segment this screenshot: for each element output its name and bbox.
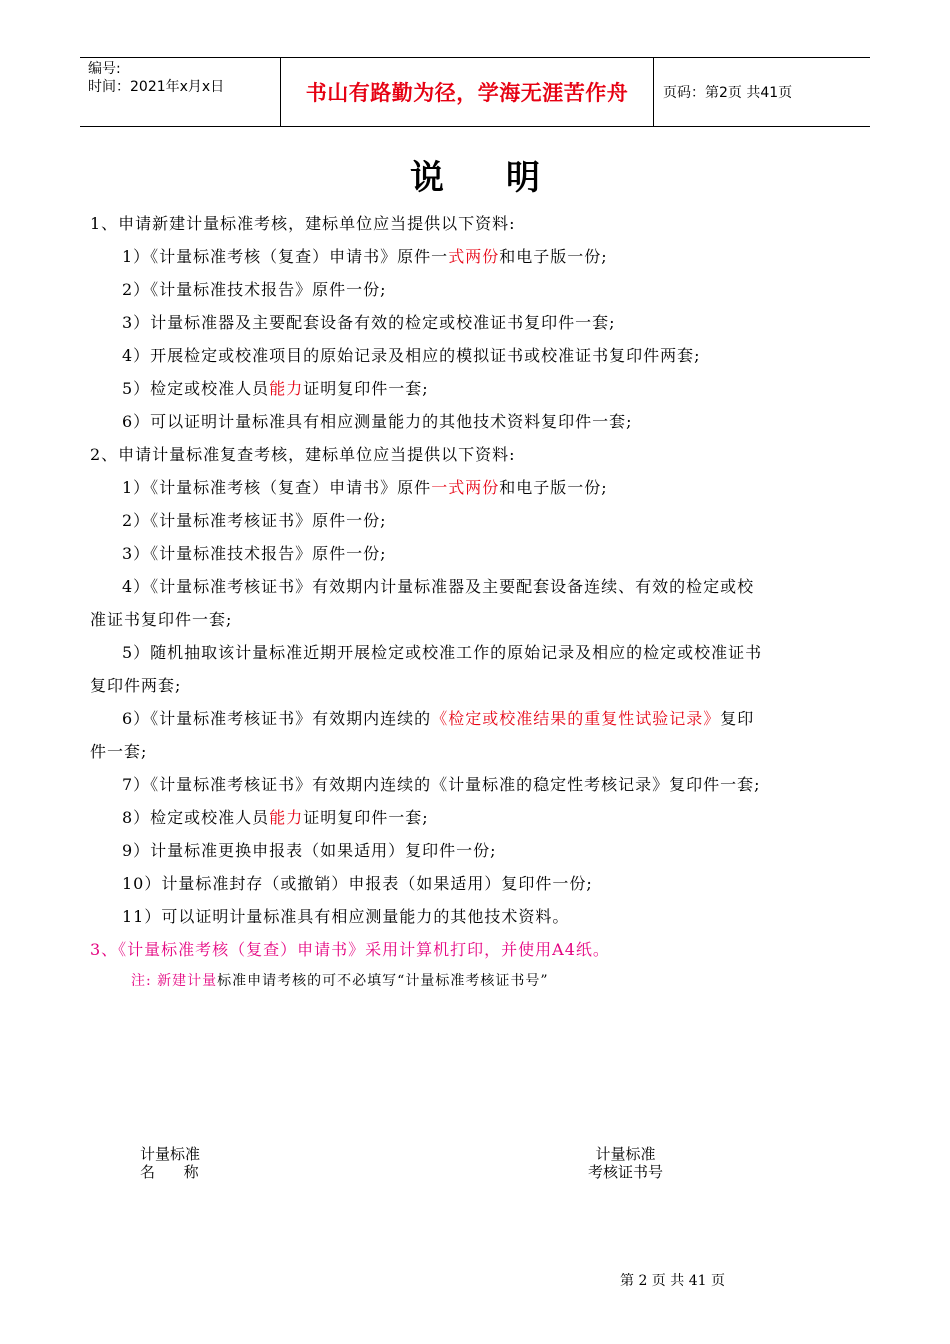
section2-item9: 9）计量标准更换申报表（如果适用）复印件一份;	[122, 841, 497, 860]
section2-item6-tail: 复印	[720, 709, 755, 728]
section1-item1-text: 1）《计量标准考核（复查）申请书》原件一	[122, 247, 449, 266]
section1-item1	[122, 246, 608, 268]
section2-item10: 10）计量标准封存（或撤销）申报表（如果适用）复印件一份;	[122, 874, 593, 893]
certificate-number-label-line2: 考核证书号	[588, 1163, 664, 1181]
section1-item4: 4）开展检定或校准项目的原始记录及相应的模拟证书或校准证书复印件两套;	[122, 346, 701, 365]
section2-item1-highlight: 一式两份	[431, 478, 500, 497]
certificate-number-label-line1: 计量标准	[595, 1145, 656, 1163]
standard-name-label-line1: 计量标准	[140, 1145, 201, 1163]
section2-item1-text: 1）《计量标准考核（复查）申请书》原件	[122, 478, 432, 497]
document-number-label: 编号:	[88, 61, 121, 77]
section1-item3: 3）计量标准器及主要配套设备有效的检定或校准证书复印件一套;	[122, 313, 616, 332]
note-text: 标准申请考核的可不必填写“计量标准考核证书号”	[217, 973, 549, 989]
section2-item8	[122, 807, 429, 829]
section2-heading: 2、申请计量标准复查考核，建标单位应当提供以下资料:	[90, 445, 516, 464]
section1-item2: 2）《计量标准技术报告》原件一份;	[122, 280, 387, 299]
section2-item6-highlight: 《检定或校准结果的重复性试验记录》	[431, 709, 721, 728]
section2-item5-line1: 5）随机抽取该计量标准近期开展检定或校准工作的原始记录及相应的检定或校准证书	[122, 643, 763, 662]
section2-item5-line2: 复印件两套;	[90, 676, 182, 695]
header-page-info: 页码：第2页 共41页	[663, 85, 793, 101]
section2-item3: 3）《计量标准技术报告》原件一份;	[122, 544, 387, 563]
section2-item1-tail: 和电子版一份;	[499, 478, 608, 497]
document-time-label: 时间：2021年x月x日	[88, 79, 225, 95]
section2-item8-text: 8）检定或校准人员	[122, 808, 270, 827]
section1-heading: 1、申请新建计量标准考核，建标单位应当提供以下资料:	[90, 214, 516, 233]
header-motto: 书山有路勤为径，学海无涯苦作舟	[281, 58, 654, 126]
standard-name-label-line2: 名 称	[140, 1163, 199, 1181]
header-meta	[80, 58, 281, 126]
section1-item6: 6）可以证明计量标准具有相应测量能力的其他技术资料复印件一套;	[122, 412, 633, 431]
section2-item8-tail: 证明复印件一套;	[303, 808, 429, 827]
section2-item1	[122, 477, 608, 499]
section1-item5-text: 5）检定或校准人员	[122, 379, 270, 398]
section3-text: 3、《计量标准考核（复查）申请书》采用计算机打印，并使用A4纸。	[90, 940, 610, 959]
section2-item4-line1: 4）《计量标准考核证书》有效期内计量标准器及主要配套设备连续、有效的检定或校	[122, 577, 755, 596]
section1-item5	[122, 378, 429, 400]
section1-item1-tail: 和电子版一份;	[499, 247, 608, 266]
section2-item6-line2: 件一套;	[90, 742, 148, 761]
section2-item2: 2）《计量标准考核证书》原件一份;	[122, 511, 387, 530]
page-title: 说明	[410, 158, 602, 198]
section2-item11: 11）可以证明计量标准具有相应测量能力的其他技术资料。	[122, 907, 570, 926]
page-header	[80, 57, 870, 127]
standard-name-label	[140, 1145, 200, 1181]
section2-item4-line2: 准证书复印件一套;	[90, 610, 233, 629]
section2-item6-line1	[122, 708, 754, 730]
note	[131, 970, 549, 992]
section2-item8-highlight: 能力	[269, 808, 304, 827]
section2-item6-text: 6）《计量标准考核证书》有效期内连续的	[122, 709, 432, 728]
page-footer: 第 2 页 共 41 页	[620, 1273, 725, 1289]
section1-item1-highlight: 式两份	[448, 247, 500, 266]
section1-item5-highlight: 能力	[269, 379, 304, 398]
section1-item5-tail: 证明复印件一套;	[303, 379, 429, 398]
certificate-number-label	[588, 1145, 663, 1181]
section2-item7: 7）《计量标准考核证书》有效期内连续的《计量标准的稳定性考核记录》复印件一套;	[122, 775, 761, 794]
note-prefix: 注: 新建计量	[131, 973, 218, 989]
